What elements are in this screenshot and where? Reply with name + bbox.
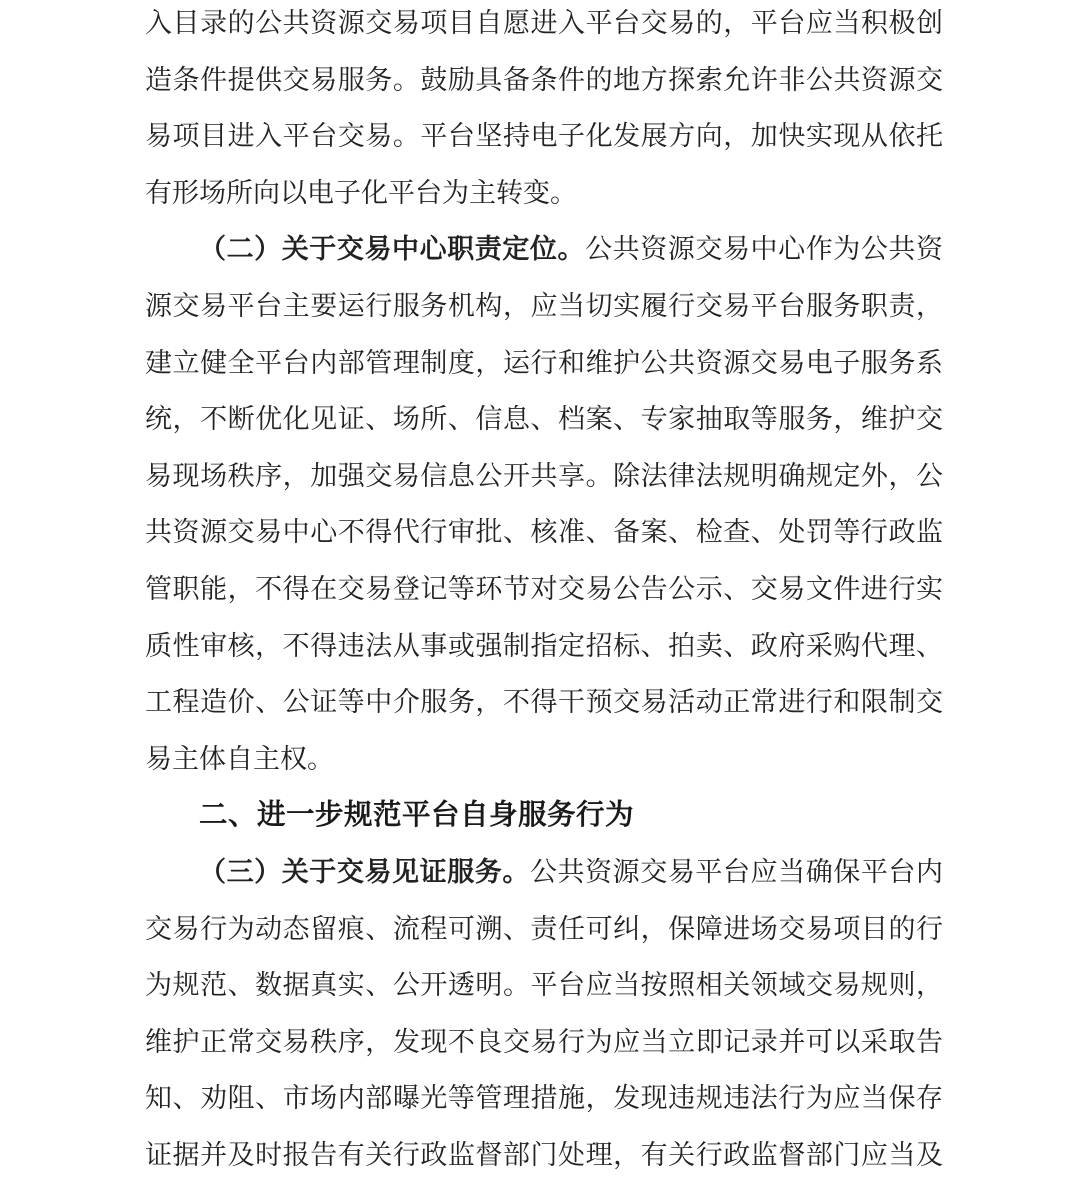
line-text: 造条件提供交易服务。鼓励具备条件的地方探索允许非公共资源交 [145, 64, 943, 95]
section-heading-2 [145, 787, 943, 844]
text-line [145, 674, 943, 731]
line-text: 入目录的公共资源交易项目自愿进入平台交易的，平台应当积极创 [145, 8, 943, 38]
line-text: 公共资源交易平台应当确保平台内 [529, 856, 943, 887]
text-line [145, 165, 943, 222]
text-line-section-3-start [145, 844, 943, 901]
line-text: 有形场所向以电子化平台为主转变。 [145, 177, 577, 208]
text-line [145, 278, 943, 335]
line-text: 管职能，不得在交易登记等环节对交易公告公示、交易文件进行实 [145, 573, 943, 604]
section-3-lead-in: （三）关于交易见证服务。 [199, 856, 530, 887]
heading-text: 二、进一步规范平台自身服务行为 [199, 799, 635, 832]
line-text: 证据并及时报告有关行政监督部门处理，有关行政监督部门应当及 [145, 1139, 943, 1170]
line-text: 质性审核，不得违法从事或强制指定招标、拍卖、政府采购代理、 [145, 630, 943, 661]
text-line [145, 1014, 943, 1071]
line-text: 易项目进入平台交易。平台坚持电子化发展方向，加快实现从依托 [145, 121, 943, 152]
text-line [145, 391, 943, 448]
text-line [145, 108, 943, 165]
line-text: 共资源交易中心不得代行审批、核准、备案、检查、处罚等行政监 [145, 517, 943, 548]
line-text: 为规范、数据真实、公开透明。平台应当按照相关领域交易规则， [145, 970, 943, 1001]
text-line [145, 504, 943, 561]
line-text: 建立健全平台内部管理制度，运行和维护公共资源交易电子服务系 [145, 347, 943, 378]
text-line [145, 335, 943, 392]
line-text: 易现场秩序，加强交易信息公开共享。除法律法规明确规定外，公 [145, 460, 943, 491]
line-text: 源交易平台主要运行服务机构，应当切实履行交易平台服务职责， [145, 290, 943, 321]
line-text: 易主体自主权。 [145, 743, 334, 774]
text-line [145, 957, 943, 1014]
text-line [145, 731, 943, 788]
line-text: 统，不断优化见证、场所、信息、档案、专家抽取等服务，维护交 [145, 404, 943, 435]
section-2-lead-in: （二）关于交易中心职责定位。 [199, 234, 586, 265]
text-line [145, 1070, 943, 1127]
line-text: 维护正常交易秩序，发现不良交易行为应当立即记录并可以采取告 [145, 1026, 943, 1057]
text-line [145, 901, 943, 958]
text-line [145, 52, 943, 109]
text-line [145, 561, 943, 618]
text-line [145, 618, 943, 675]
text-line [145, 448, 943, 505]
line-text: 交易行为动态留痕、流程可溯、责任可纠，保障进场交易项目的行 [145, 913, 943, 944]
line-text: 公共资源交易中心作为公共资 [585, 234, 943, 265]
text-line [145, 0, 943, 52]
text-line [145, 1127, 943, 1183]
text-line-section-2-start [145, 221, 943, 278]
line-text: 知、劝阻、市场内部曝光等管理措施，发现违规违法行为应当保存 [145, 1083, 943, 1114]
line-text: 工程造价、公证等中介服务，不得干预交易活动正常进行和限制交 [145, 687, 943, 718]
